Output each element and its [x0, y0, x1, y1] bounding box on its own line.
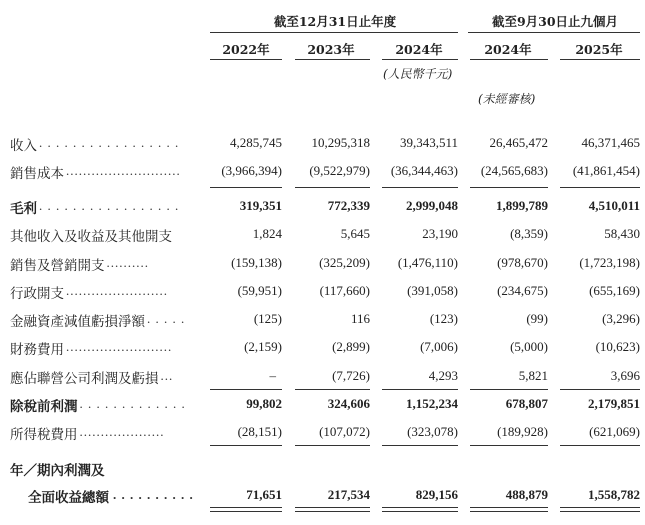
row-value: (7,006)	[420, 339, 458, 354]
row-value: (107,072)	[319, 424, 370, 439]
row-leader-dots: ....................	[79, 424, 165, 439]
subtotal-rule	[560, 389, 640, 390]
row-value: 3,696	[610, 368, 640, 383]
row-value: (2,899)	[332, 339, 370, 354]
row-value: (41,861,454)	[572, 163, 640, 178]
row-value: (24,565,683)	[480, 163, 548, 178]
row-value: (28,151)	[237, 424, 282, 439]
row-value: 99,802	[246, 396, 282, 411]
group-header-annual: 截至12月31日止年度	[273, 14, 397, 29]
group-header-annual-rule	[210, 32, 458, 33]
year-rule-2025-9m	[560, 59, 640, 60]
row-value: (59,951)	[237, 283, 282, 298]
row-value: (1,723,198)	[579, 255, 640, 270]
year-header-2024: 2024年	[395, 42, 443, 57]
total-double-rule	[382, 507, 458, 512]
row-value: 39,343,511	[399, 135, 458, 150]
subtotal-rule	[470, 389, 548, 390]
row-value: 116	[350, 311, 370, 326]
row-value: 2,179,851	[588, 396, 640, 411]
row-leader-dots: . . . . . . . . . . . . .	[79, 396, 186, 411]
row-label: 毛利	[10, 201, 37, 217]
row-value: (655,169)	[589, 283, 640, 298]
row-value: (325,209)	[319, 255, 370, 270]
subtotal-rule	[382, 187, 458, 188]
row-label: 其他收入及收益及其他開支	[10, 229, 172, 245]
row-label: 應佔聯營公司利潤及虧損	[10, 371, 159, 387]
total-value: 1,558,782	[588, 487, 640, 502]
row-leader-dots: .........................	[66, 339, 173, 354]
subtotal-rule	[382, 445, 458, 446]
row-value: (7,726)	[332, 368, 370, 383]
row-value: (9,522,979)	[309, 163, 370, 178]
row-value: –	[269, 368, 276, 383]
subtotal-rule	[295, 445, 370, 446]
year-header-2023: 2023年	[307, 42, 355, 57]
row-value: (3,296)	[602, 311, 640, 326]
row-value: (99)	[526, 311, 548, 326]
subtotal-rule	[382, 389, 458, 390]
row-leader-dots: ...	[160, 368, 174, 383]
row-leader-dots: . . . . .	[147, 311, 186, 326]
row-value: 2,999,048	[406, 198, 458, 213]
row-value: 58,430	[604, 226, 640, 241]
row-value: 23,190	[422, 226, 458, 241]
row-label: 財務費用	[10, 342, 64, 358]
year-rule-2022	[210, 59, 282, 60]
row-leader-dots: ..........	[106, 255, 149, 270]
subtotal-rule	[210, 389, 282, 390]
row-value: 10,295,318	[311, 135, 370, 150]
year-rule-2024-9m	[470, 59, 548, 60]
group-header-nine-months-rule	[468, 32, 640, 33]
row-value: (3,966,394)	[221, 163, 282, 178]
total-double-rule	[210, 507, 282, 512]
row-value: 4,293	[428, 368, 458, 383]
row-label: 除稅前利潤	[10, 399, 78, 415]
row-value: (159,138)	[231, 255, 282, 270]
row-label: 金融資產減值虧損淨額	[10, 314, 145, 330]
row-value: 678,807	[505, 396, 548, 411]
year-header-2024-9m: 2024年	[484, 42, 532, 57]
row-value: (125)	[253, 311, 282, 326]
row-value: (123)	[429, 311, 458, 326]
row-value: (189,928)	[497, 424, 548, 439]
group-header-nine-months: 截至9月30日止九個月	[491, 14, 619, 29]
row-value: (2,159)	[244, 339, 282, 354]
row-value: (234,675)	[497, 283, 548, 298]
row-value: (391,058)	[407, 283, 458, 298]
subtotal-rule	[560, 445, 640, 446]
row-label: 所得稅費用	[10, 427, 78, 443]
subtotal-rule	[470, 187, 548, 188]
row-value: (5,000)	[510, 339, 548, 354]
year-header-2025-9m: 2025年	[575, 42, 623, 57]
row-value: 4,510,011	[588, 198, 640, 213]
total-double-rule	[560, 507, 640, 512]
subtotal-rule	[295, 389, 370, 390]
row-value: (621,069)	[589, 424, 640, 439]
total-value: 488,879	[505, 487, 548, 502]
row-value: (117,660)	[319, 283, 370, 298]
subtotal-rule	[560, 187, 640, 188]
row-label: 收入	[10, 138, 37, 154]
subtotal-rule	[470, 445, 548, 446]
row-leader-dots: . . . . . . . . . . . . . . . . .	[39, 198, 180, 213]
unaudited-note: (未經審核)	[478, 92, 536, 106]
row-value: (8,359)	[510, 226, 548, 241]
row-label: 行政開支	[10, 286, 64, 302]
row-value: 772,339	[327, 198, 370, 213]
row-value: 26,465,472	[489, 135, 548, 150]
total-value: 217,534	[327, 487, 370, 502]
subtotal-rule	[295, 187, 370, 188]
row-value: (36,344,463)	[390, 163, 458, 178]
row-value: (10,623)	[595, 339, 640, 354]
row-leader-dots: ...........................	[66, 163, 181, 178]
row-value: 319,351	[239, 198, 282, 213]
row-value: 1,824	[252, 226, 282, 241]
total-double-rule	[470, 507, 548, 512]
row-value: 1,152,234	[406, 396, 458, 411]
total-double-rule	[295, 507, 370, 512]
row-value: 5,645	[340, 226, 370, 241]
currency-note: (人民幣千元)	[383, 67, 453, 81]
row-value: 1,899,789	[496, 198, 548, 213]
row-value: 4,285,745	[230, 135, 282, 150]
row-leader-dots: . . . . . . . . . . . . . . . . .	[39, 135, 180, 150]
subtotal-rule	[210, 445, 282, 446]
year-rule-2023	[295, 59, 370, 60]
year-rule-2024	[382, 59, 458, 60]
row-value: (323,078)	[407, 424, 458, 439]
row-value: 324,606	[327, 396, 370, 411]
total-value: 71,651	[246, 487, 282, 502]
row-leader-dots: ........................	[66, 283, 168, 298]
row-value: (978,670)	[497, 255, 548, 270]
row-value: 46,371,465	[581, 135, 640, 150]
total-leader-dots: . . . . . . . . . .	[113, 487, 194, 502]
row-label: 銷售及營銷開支	[10, 258, 105, 274]
row-value: (1,476,110)	[397, 255, 458, 270]
row-label: 銷售成本	[10, 166, 64, 182]
year-header-2022: 2022年	[222, 42, 270, 57]
row-value: 5,821	[518, 368, 548, 383]
total-label-line1: 年／期內利潤及	[10, 463, 105, 479]
subtotal-rule	[210, 187, 282, 188]
total-value: 829,156	[415, 487, 458, 502]
total-label-line2: 全面收益總額	[28, 490, 109, 506]
